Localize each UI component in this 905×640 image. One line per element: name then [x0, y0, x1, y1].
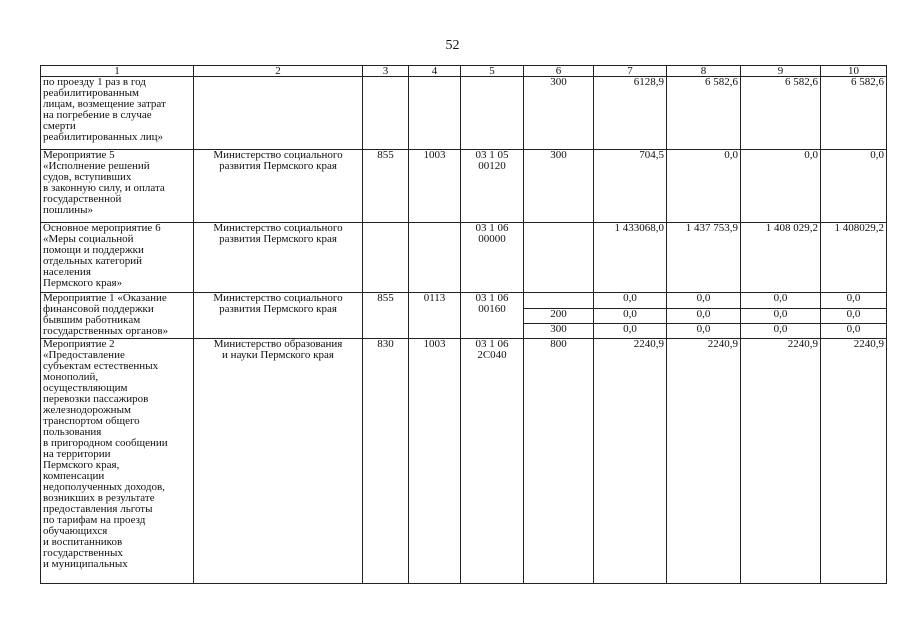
executor-cell [194, 77, 363, 150]
header-cell: 4 [409, 66, 461, 77]
amount-cell: 2240,9 [594, 339, 667, 584]
amount-cell: 0,0 [594, 309, 667, 324]
code-cell: 1003 [409, 339, 461, 584]
budget-table [40, 65, 887, 584]
table-row [41, 223, 887, 293]
table-row [41, 150, 887, 223]
header-cell: 2 [194, 66, 363, 77]
measure-name-cell: по проезду 1 раз в год реабилитированным лицам, возмещение затрат на погребение в случае смерти реабилитированных лиц» [41, 77, 194, 150]
code-cell: 03 1 06 00160 [461, 293, 524, 339]
amount-cell: 0,0 [594, 324, 667, 339]
amount-cell: 0,0 [741, 309, 821, 324]
header-cell: 5 [461, 66, 524, 77]
amount-cell: 0,0 [821, 293, 887, 309]
expense-type-cell: 300 [524, 324, 594, 339]
header-cell: 9 [741, 66, 821, 77]
amount-cell: 0,0 [667, 150, 741, 223]
table-row [41, 339, 887, 584]
amount-cell: 6 582,6 [667, 77, 741, 150]
code-cell [409, 77, 461, 150]
amount-cell: 1 408029,2 [821, 223, 887, 293]
executor-cell: Министерство социального развития Пермского края [194, 223, 363, 293]
code-cell: 03 1 06 00000 [461, 223, 524, 293]
code-cell [461, 77, 524, 150]
header-cell: 1 [41, 66, 194, 77]
amount-cell: 0,0 [821, 324, 887, 339]
amount-cell: 0,0 [667, 309, 741, 324]
code-cell: 855 [363, 293, 409, 339]
amount-cell: 6128,9 [594, 77, 667, 150]
header-row [41, 66, 887, 77]
amount-cell: 1 408 029,2 [741, 223, 821, 293]
code-cell: 03 1 05 00120 [461, 150, 524, 223]
measure-name-cell: Мероприятие 1 «Оказание финансовой поддержки бывшим работникам государственных органов» [41, 293, 194, 339]
amount-cell: 0,0 [821, 309, 887, 324]
amount-cell: 0,0 [667, 293, 741, 309]
amount-cell: 0,0 [741, 293, 821, 309]
executor-cell: Министерство образования и науки Пермского края [194, 339, 363, 584]
amount-cell: 1 437 753,9 [667, 223, 741, 293]
amount-cell: 2240,9 [741, 339, 821, 584]
amount-cell: 6 582,6 [821, 77, 887, 150]
amount-cell: 6 582,6 [741, 77, 821, 150]
executor-cell: Министерство социального развития Пермского края [194, 293, 363, 339]
code-cell [363, 77, 409, 150]
amount-cell: 0,0 [594, 293, 667, 309]
header-cell: 6 [524, 66, 594, 77]
page-number: 52 [445, 38, 460, 53]
table-row [41, 293, 887, 309]
amount-cell: 1 433068,0 [594, 223, 667, 293]
amount-cell: 704,5 [594, 150, 667, 223]
header-cell: 7 [594, 66, 667, 77]
code-cell [409, 223, 461, 293]
header-cell: 8 [667, 66, 741, 77]
amount-cell: 0,0 [741, 324, 821, 339]
code-cell: 1003 [409, 150, 461, 223]
code-cell: 855 [363, 150, 409, 223]
expense-type-cell: 200 [524, 309, 594, 324]
code-cell: 0113 [409, 293, 461, 339]
expense-type-cell: 300 [524, 77, 594, 150]
code-cell [363, 223, 409, 293]
amount-cell: 0,0 [741, 150, 821, 223]
amount-cell: 0,0 [667, 324, 741, 339]
amount-cell: 2240,9 [821, 339, 887, 584]
code-cell: 830 [363, 339, 409, 584]
amount-cell: 0,0 [821, 150, 887, 223]
expense-type-cell: 800 [524, 339, 594, 584]
expense-type-cell: 300 [524, 150, 594, 223]
header-cell: 3 [363, 66, 409, 77]
amount-cell: 2240,9 [667, 339, 741, 584]
expense-type-cell [524, 293, 594, 309]
table-row [41, 77, 887, 150]
measure-name-cell: Основное мероприятие 6 «Меры социальной помощи и поддержки отдельных категорий населения Пермского края» [41, 223, 194, 293]
header-cell: 10 [821, 66, 887, 77]
expense-type-cell [524, 223, 594, 293]
measure-name-cell: Мероприятие 2 «Предоставление субъектам естественных монополий, осуществляющим перевозки пассажиров железнодорожным транспортом общего пользования в пригородном сообщении на территории Пермского края, компенсации недополученных доходов, возникших в результате предоставления льготы по тарифам на проезд обучающихся и воспитанников государственных и муниципальных [41, 339, 194, 584]
code-cell: 03 1 06 2С040 [461, 339, 524, 584]
measure-name-cell: Мероприятие 5 «Исполнение решений судов, вступивших в законную силу, и оплата государственной пошлины» [41, 150, 194, 223]
executor-cell: Министерство социального развития Пермского края [194, 150, 363, 223]
